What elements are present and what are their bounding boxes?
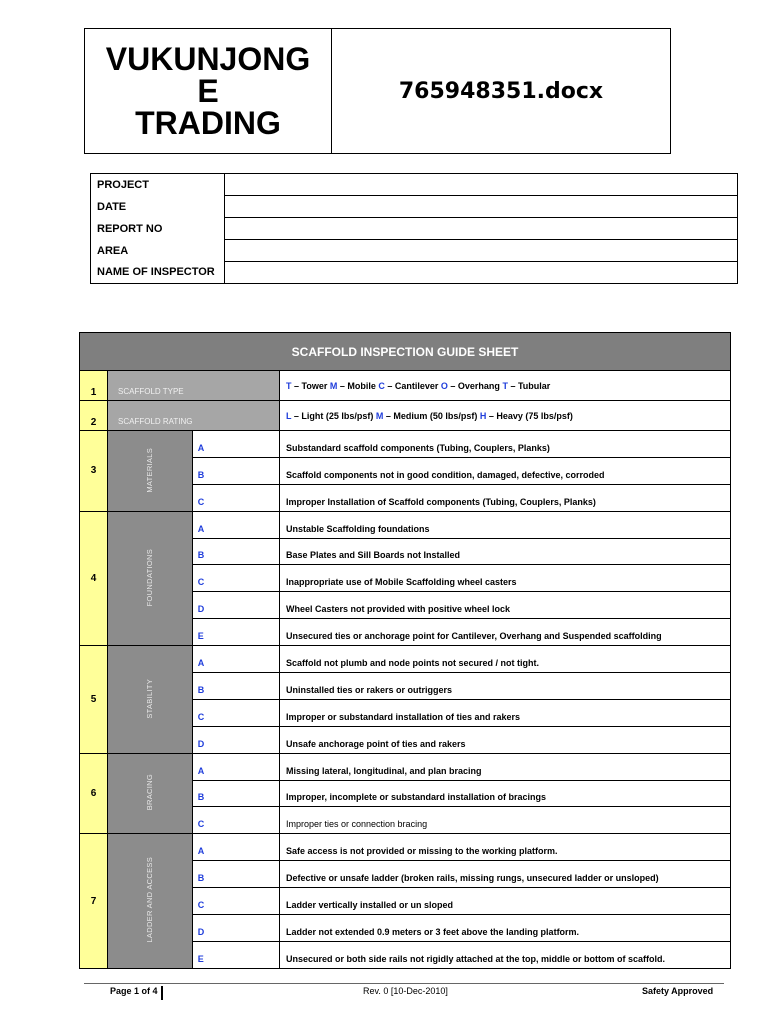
- item-letter: E: [192, 941, 279, 968]
- item-description: Improper Installation of Scaffold components (Tubing, Couplers, Planks): [280, 484, 731, 511]
- type-text: – Mobile: [337, 380, 379, 391]
- scaffold-rating-row: [80, 401, 731, 431]
- item-description: Improper, incomplete or substandard installation of bracings: [280, 780, 731, 807]
- company-name-line-3: TRADING: [135, 105, 281, 141]
- inspection-item-row: [80, 431, 731, 458]
- section-name: FOUNDATIONS: [145, 548, 155, 607]
- row-number: 1: [80, 371, 108, 401]
- company-name-line-2: E: [197, 73, 219, 109]
- type-text: – Cantilever: [384, 380, 441, 391]
- item-description: Defective or unsafe ladder (broken rails, missing rungs, unsecured ladder or unsloped): [280, 861, 731, 888]
- info-field-project[interactable]: [225, 174, 738, 196]
- info-row-report-no: [91, 218, 738, 240]
- item-description: Uninstalled ties or rakers or outriggers: [280, 673, 731, 700]
- document-header: [84, 28, 671, 154]
- item-description: Base Plates and Sill Boards not Installed: [280, 538, 731, 565]
- info-field-area[interactable]: [225, 240, 738, 262]
- company-name: [85, 29, 332, 153]
- info-label-area: AREA: [91, 240, 225, 262]
- item-description: Scaffold not plumb and node points not secured / not tight.: [280, 646, 731, 673]
- info-field-date[interactable]: [225, 196, 738, 218]
- item-letter: B: [192, 861, 279, 888]
- guide-title-row: [80, 333, 731, 371]
- section-name-cell: [108, 834, 193, 968]
- info-row-project: [91, 174, 738, 196]
- scaffold-rating-label: SCAFFOLD RATING: [108, 401, 280, 431]
- rating-text: – Light (25 lbs/psf): [291, 410, 376, 421]
- item-description: Substandard scaffold components (Tubing, Couplers, Planks): [280, 431, 731, 458]
- item-description: Unsafe anchorage point of ties and rakers: [280, 726, 731, 753]
- inspection-guide-table: [79, 332, 731, 969]
- inspection-item-row: [80, 646, 731, 673]
- revision-label: Rev. 0 [10-Dec-2010]: [363, 986, 448, 996]
- scaffold-type-options: [280, 371, 731, 401]
- document-filename: 765948351.docx: [398, 78, 604, 104]
- section-number: 3: [80, 431, 108, 512]
- item-letter: B: [192, 673, 279, 700]
- info-field-report-no[interactable]: [225, 218, 738, 240]
- item-letter: E: [192, 619, 279, 646]
- item-letter: A: [192, 834, 279, 861]
- item-letter: D: [192, 915, 279, 942]
- item-description: Wheel Casters not provided with positive wheel lock: [280, 592, 731, 619]
- section-number: 6: [80, 753, 108, 834]
- rating-code: M: [375, 410, 384, 421]
- info-label-project: PROJECT: [91, 174, 225, 196]
- item-letter: B: [192, 780, 279, 807]
- section-name: STABILITY: [145, 678, 155, 719]
- item-letter: B: [192, 538, 279, 565]
- section-name-cell: [108, 431, 193, 512]
- info-row-area: [91, 240, 738, 262]
- item-letter: C: [192, 484, 279, 511]
- info-row-inspector: [91, 262, 738, 284]
- type-code: O: [440, 380, 448, 391]
- item-description: Inappropriate use of Mobile Scaffolding wheel casters: [280, 565, 731, 592]
- section-name: BRACING: [145, 774, 155, 811]
- approval-label: Safety Approved: [642, 986, 714, 996]
- info-field-inspector[interactable]: [225, 262, 738, 284]
- page-number: Page 1 of 4: [110, 986, 163, 1000]
- section-number: 5: [80, 646, 108, 754]
- inspection-item-row: [80, 511, 731, 538]
- type-code: C: [378, 380, 385, 391]
- scaffold-type-row: [80, 371, 731, 401]
- type-text: – Overhang: [447, 380, 503, 391]
- item-description: Safe access is not provided or missing to the working platform.: [280, 834, 731, 861]
- item-letter: D: [192, 592, 279, 619]
- row-number: 2: [80, 401, 108, 431]
- item-description: Unsecured or both side rails not rigidly attached at the top, middle or bottom of scaffold.: [280, 941, 731, 968]
- guide-title: SCAFFOLD INSPECTION GUIDE SHEET: [80, 333, 731, 371]
- item-description: Unsecured ties or anchorage point for Cantilever, Overhang and Suspended scaffolding: [280, 619, 731, 646]
- company-name-line-1: VUKUNJONG: [105, 41, 311, 77]
- report-info-table: [90, 173, 738, 284]
- section-name-cell: [108, 753, 193, 834]
- scaffold-rating-options: [280, 401, 731, 431]
- item-letter: C: [192, 807, 279, 834]
- item-description: Improper ties or connection bracing: [280, 807, 731, 834]
- rating-code: L: [286, 410, 292, 421]
- scaffold-type-label: SCAFFOLD TYPE: [108, 371, 280, 401]
- inspection-item-row: [80, 834, 731, 861]
- item-letter: C: [192, 565, 279, 592]
- info-row-date: [91, 196, 738, 218]
- item-letter: C: [192, 888, 279, 915]
- item-description: Scaffold components not in good condition, damaged, defective, corroded: [280, 457, 731, 484]
- rating-code: H: [479, 410, 487, 421]
- inspection-sections: [80, 431, 731, 969]
- section-number: 4: [80, 511, 108, 645]
- section-name: MATERIALS: [145, 447, 155, 493]
- item-letter: A: [192, 511, 279, 538]
- inspection-item-row: [80, 753, 731, 780]
- section-name-cell: [108, 646, 193, 754]
- info-label-date: DATE: [91, 196, 225, 218]
- type-text: – Tower: [291, 380, 330, 391]
- type-code: T: [286, 380, 292, 391]
- item-description: Ladder vertically installed or un sloped: [280, 888, 731, 915]
- item-letter: B: [192, 457, 279, 484]
- item-letter: C: [192, 699, 279, 726]
- section-name-cell: [108, 511, 193, 645]
- type-code: T: [502, 380, 508, 391]
- item-letter: A: [192, 646, 279, 673]
- item-letter: A: [192, 431, 279, 458]
- item-description: Ladder not extended 0.9 meters or 3 feet above the landing platform.: [280, 915, 731, 942]
- rating-text: – Heavy (75 lbs/psf): [486, 410, 573, 421]
- item-letter: D: [192, 726, 279, 753]
- item-letter: A: [192, 753, 279, 780]
- footer-rule: [84, 983, 724, 984]
- section-number: 7: [80, 834, 108, 968]
- item-description: Unstable Scaffolding foundations: [280, 511, 731, 538]
- section-name: LADDER AND ACCESS: [145, 857, 155, 943]
- type-text: – Tubular: [507, 380, 551, 391]
- type-code: M: [329, 380, 338, 391]
- rating-text: – Medium (50 lbs/psf): [383, 410, 480, 421]
- item-description: Improper or substandard installation of ties and rakers: [280, 699, 731, 726]
- item-description: Missing lateral, longitudinal, and plan bracing: [280, 753, 731, 780]
- info-label-report-no: REPORT NO: [91, 218, 225, 240]
- info-label-inspector: NAME OF INSPECTOR: [91, 262, 225, 284]
